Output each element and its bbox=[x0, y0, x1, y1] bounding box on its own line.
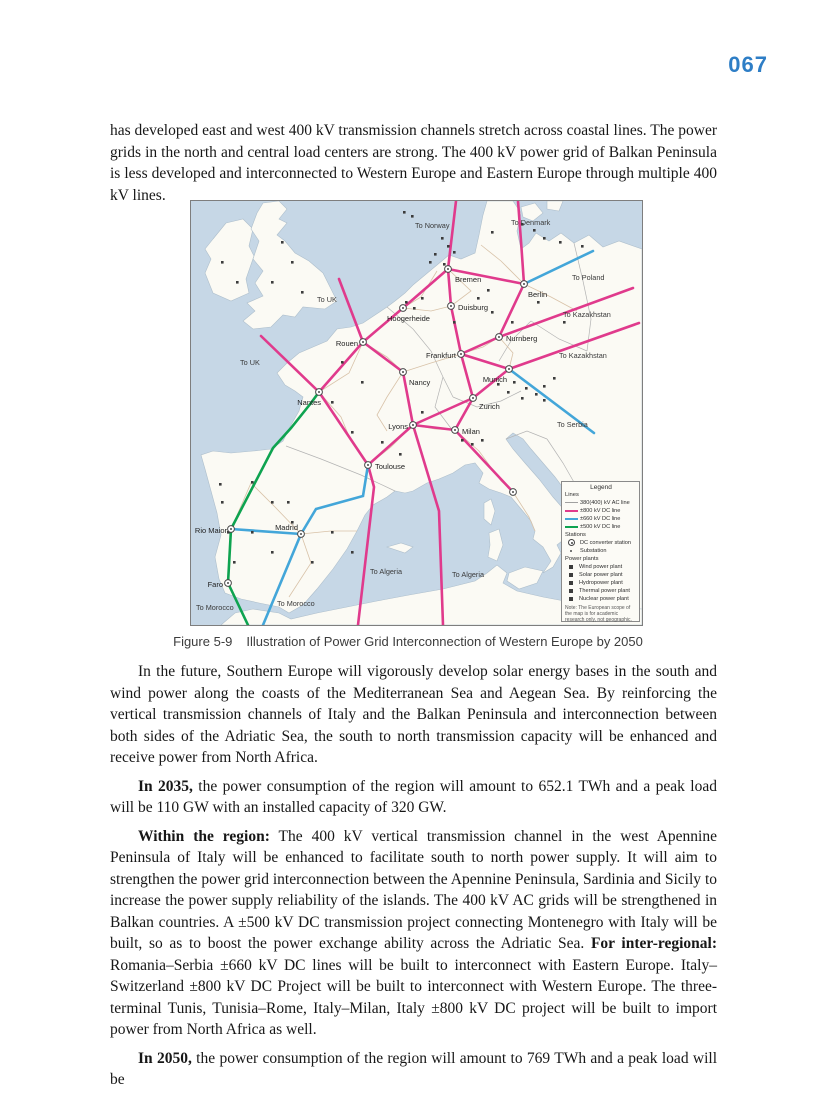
power-plant-marker bbox=[443, 263, 446, 266]
legend-station-label: DC converter station bbox=[580, 539, 631, 546]
bold-run: Within the region: bbox=[138, 827, 270, 845]
power-plant-marker bbox=[351, 431, 354, 434]
legend-line-swatch bbox=[565, 502, 578, 503]
power-plant-marker bbox=[513, 381, 516, 384]
power-plant-marker bbox=[537, 301, 540, 304]
power-plant-marker bbox=[271, 551, 274, 554]
power-plant-marker bbox=[421, 411, 424, 414]
power-plant-marker bbox=[471, 443, 474, 446]
legend-line-item bbox=[565, 507, 637, 515]
power-plant-marker bbox=[461, 439, 464, 442]
legend-lines-header: Lines bbox=[565, 492, 579, 498]
dc-converter-station-dot bbox=[447, 268, 449, 270]
power-plant-marker bbox=[563, 321, 566, 324]
dc-converter-station-dot bbox=[498, 336, 500, 338]
dc-converter-station-icon bbox=[568, 539, 575, 546]
direction-label: To Serbia bbox=[557, 420, 588, 429]
text-run: has developed east and west 400 kV transmission channels stretch across coastal lines. The power grids in the north and central load centers are strong. The 400 kV power grid of Balkan Peninsula is less developed and interconnected to Western Europe and Eastern Europe through multiple 400 kV lines. bbox=[110, 122, 717, 204]
power-plant-icon bbox=[569, 565, 573, 569]
dc-converter-station-dot bbox=[300, 533, 302, 535]
power-plant-marker bbox=[291, 261, 294, 264]
power-plant-marker bbox=[487, 289, 490, 292]
power-plant-marker bbox=[543, 399, 546, 402]
power-plant-marker bbox=[533, 229, 536, 232]
power-plant-marker bbox=[543, 385, 546, 388]
text-run: Romania–Serbia ±660 kV DC lines will be built to interconnect with Eastern Europe. Italy–Switzerland ±800 kV DC Project will be built to interconnect with Western Europe. The three-terminal Tunis, Tunisia–Rome, Italy–Milan, Italy ±800 kV DC project will be built to import power from North Africa as well. bbox=[110, 956, 717, 1038]
legend-plant-label: Thermal power plant bbox=[579, 588, 630, 595]
direction-label: To Kazakhstan bbox=[559, 351, 607, 360]
body-paragraph bbox=[110, 661, 717, 769]
legend-line-item bbox=[565, 515, 637, 523]
power-plant-marker bbox=[481, 439, 484, 442]
dc-converter-station-dot bbox=[508, 368, 510, 370]
dc-converter-station-dot bbox=[318, 391, 320, 393]
map-legend bbox=[561, 481, 640, 622]
legend-station-item bbox=[565, 547, 637, 555]
power-plant-marker bbox=[429, 261, 432, 264]
dc-converter-station-dot bbox=[460, 353, 462, 355]
power-plant-marker bbox=[413, 307, 416, 310]
power-plant-marker bbox=[491, 231, 494, 234]
power-plant-marker bbox=[511, 321, 514, 324]
power-plant-marker bbox=[543, 237, 546, 240]
power-plant-marker bbox=[361, 381, 364, 384]
power-plant-marker bbox=[233, 561, 236, 564]
city-label: Madrid bbox=[275, 523, 298, 532]
power-plant-marker bbox=[399, 453, 402, 456]
legend-plant-label: Hydropower plant bbox=[579, 580, 623, 587]
power-plant-marker bbox=[271, 281, 274, 284]
legend-plant-item bbox=[565, 579, 637, 587]
power-plant-marker bbox=[381, 441, 384, 444]
power-plant-marker bbox=[421, 297, 424, 300]
power-plant-marker bbox=[251, 531, 254, 534]
power-plant-marker bbox=[434, 253, 437, 256]
dc-converter-station-dot bbox=[362, 341, 364, 343]
dc-converter-station-dot bbox=[412, 424, 414, 426]
power-plant-marker bbox=[221, 501, 224, 504]
power-plant-icon bbox=[569, 581, 573, 585]
city-label: Milan bbox=[462, 427, 480, 436]
power-plant-marker bbox=[281, 241, 284, 244]
city-label: Nantes bbox=[297, 398, 321, 407]
legend-station-item bbox=[565, 539, 637, 547]
power-plant-marker bbox=[271, 501, 274, 504]
city-label: Nancy bbox=[409, 378, 431, 387]
power-plant-icon bbox=[569, 589, 573, 593]
power-plant-marker bbox=[405, 301, 408, 304]
figure-caption-label: Figure 5-9 bbox=[173, 634, 233, 649]
power-plant-icon bbox=[569, 597, 573, 601]
power-plant-marker bbox=[341, 361, 344, 364]
legend-line-label: ±800 kV DC line bbox=[580, 507, 621, 514]
power-plant-marker bbox=[447, 245, 450, 248]
city-label: Munich bbox=[482, 375, 507, 384]
power-plant-marker bbox=[453, 251, 456, 254]
legend-line-swatch bbox=[565, 518, 578, 520]
direction-label: To UK bbox=[240, 358, 260, 367]
city-label: Berlin bbox=[528, 290, 548, 299]
map-figure bbox=[190, 200, 643, 626]
dc-converter-station-dot bbox=[230, 528, 232, 530]
power-plant-marker bbox=[453, 321, 456, 324]
text-run: The 400 kV vertical transmission channel in the west Apennine Peninsula of Italy will be enhanced to facilitate south to north power supply. It will aim to strengthen the power grid interconnection between the Apennine Peninsula, Sardinia and Sicily to increase the power supply reliability of the islands. The 400 kV AC grids will be strengthened in Balkan countries. A ±500 kV DC transmission project connecting Montenegro with Italy will be built, so as to boost the power exchange ability across the Adriatic Sea. bbox=[110, 827, 717, 952]
direction-label: To UK bbox=[317, 295, 337, 304]
bold-run: For inter-regional: bbox=[590, 935, 717, 952]
dc-converter-station-dot bbox=[523, 283, 525, 285]
power-plant-marker bbox=[559, 241, 562, 244]
direction-label: To Denmark bbox=[511, 218, 551, 227]
legend-note: Note: The European scope of the map is for academic research only, not geographic. bbox=[565, 605, 632, 624]
power-plant-marker bbox=[553, 377, 556, 380]
text-run: the power consumption of the region will amount to 769 TWh and a peak load will be bbox=[110, 1049, 718, 1088]
legend-plant-item bbox=[565, 571, 637, 579]
dc-converter-station-dot bbox=[512, 491, 514, 493]
dc-converter-station-dot bbox=[367, 464, 369, 466]
city-label: Frankfurt bbox=[425, 351, 456, 360]
bold-run: In 2050, bbox=[138, 1049, 192, 1067]
body-paragraph bbox=[110, 776, 717, 819]
power-plant-marker bbox=[411, 215, 414, 218]
figure-caption bbox=[0, 634, 816, 649]
substation-icon bbox=[570, 550, 572, 552]
city-label: Hoogerheide bbox=[387, 314, 430, 323]
body-paragraph bbox=[110, 826, 717, 1041]
legend-line-label: ±660 kV DC line bbox=[580, 515, 621, 522]
power-plant-marker bbox=[301, 291, 304, 294]
legend-plant-label: Solar power plant bbox=[579, 571, 623, 578]
city-label: Faro bbox=[207, 580, 223, 589]
power-plant-marker bbox=[219, 483, 222, 486]
city-label: Toulouse bbox=[375, 462, 406, 471]
direction-label: To Algeria bbox=[452, 570, 485, 579]
legend-line-item bbox=[565, 523, 637, 531]
city-label: Rio Maior bbox=[194, 526, 227, 535]
legend-plant-item bbox=[565, 587, 637, 595]
power-plant-marker bbox=[331, 531, 334, 534]
dc-converter-station-dot bbox=[450, 305, 452, 307]
power-plant-marker bbox=[236, 281, 239, 284]
power-plant-marker bbox=[535, 393, 538, 396]
city-label: Lyons bbox=[388, 422, 408, 431]
text-run: In the future, Southern Europe will vigorously develop solar energy bases in the south and wind power along the coasts of the Mediterranean Sea and Aegean Sea. By reinforcing the vertical transmission channels of Italy and the Balkan Peninsula and interconnection between both sides of the Adriatic Sea, the south to north transmission capacity will be enhanced and receive power from North Africa. bbox=[110, 663, 717, 766]
direction-label: To Morocco bbox=[277, 599, 315, 608]
dc-converter-station-dot bbox=[472, 397, 474, 399]
power-plant-marker bbox=[491, 311, 494, 314]
legend-plant-item bbox=[565, 595, 637, 603]
power-plant-marker bbox=[221, 261, 224, 264]
body-paragraph bbox=[110, 1048, 717, 1091]
intro-paragraph bbox=[110, 120, 717, 206]
power-plant-marker bbox=[521, 397, 524, 400]
legend-plants-header: Power plants bbox=[565, 556, 599, 563]
legend-stations-header: Stations bbox=[565, 532, 586, 539]
legend-title: Legend bbox=[590, 484, 612, 491]
legend-station-label: Substation bbox=[580, 548, 607, 555]
direction-label: To Norway bbox=[415, 221, 450, 230]
power-plant-marker bbox=[251, 481, 254, 484]
power-plant-marker bbox=[351, 551, 354, 554]
power-plant-marker bbox=[581, 245, 584, 248]
legend-plant-label: Nuclear power plant bbox=[579, 596, 629, 603]
legend-line-label: 380(400) kV AC line bbox=[580, 499, 630, 506]
city-label: Bremen bbox=[455, 275, 482, 284]
power-plant-marker bbox=[287, 501, 290, 504]
bold-run: In 2035, bbox=[138, 777, 193, 795]
power-plant-marker bbox=[525, 387, 528, 390]
legend-plant-label: Wind power plant bbox=[579, 563, 623, 570]
dc-converter-station-dot bbox=[454, 429, 456, 431]
power-plant-marker bbox=[507, 391, 510, 394]
dc-converter-station-dot bbox=[227, 582, 229, 584]
legend-line-swatch bbox=[565, 526, 578, 528]
direction-label: To Morocco bbox=[196, 603, 234, 612]
power-plant-marker bbox=[311, 561, 314, 564]
power-plant-marker bbox=[403, 211, 406, 214]
dc-converter-station-dot bbox=[402, 307, 404, 309]
direction-label: To Kazakhstan bbox=[563, 310, 611, 319]
city-label: Zurich bbox=[479, 402, 500, 411]
direction-label: To Algeria bbox=[370, 567, 403, 576]
page-number: 067 bbox=[728, 52, 768, 77]
city-label: Rouen bbox=[335, 339, 358, 348]
legend-line-item bbox=[565, 499, 637, 507]
city-label: Nurnberg bbox=[506, 334, 538, 343]
legend-line-swatch bbox=[565, 510, 578, 512]
legend-plant-item bbox=[565, 563, 637, 571]
dc-converter-station-dot bbox=[402, 371, 404, 373]
power-plant-marker bbox=[331, 401, 334, 404]
direction-label: To Poland bbox=[572, 273, 605, 282]
power-plant-icon bbox=[569, 573, 573, 577]
city-label: Duisburg bbox=[458, 303, 489, 312]
power-plant-marker bbox=[441, 237, 444, 240]
figure-caption-text: Illustration of Power Grid Interconnection of Western Europe by 2050 bbox=[246, 634, 643, 649]
legend-line-label: ±500 kV DC line bbox=[580, 524, 621, 531]
text-run: the power consumption of the region will amount to 652.1 TWh and a peak load will be 110 GW with an installed capacity of 320 GW. bbox=[110, 777, 717, 816]
body-text-block bbox=[110, 661, 717, 1098]
power-plant-marker bbox=[477, 297, 480, 300]
